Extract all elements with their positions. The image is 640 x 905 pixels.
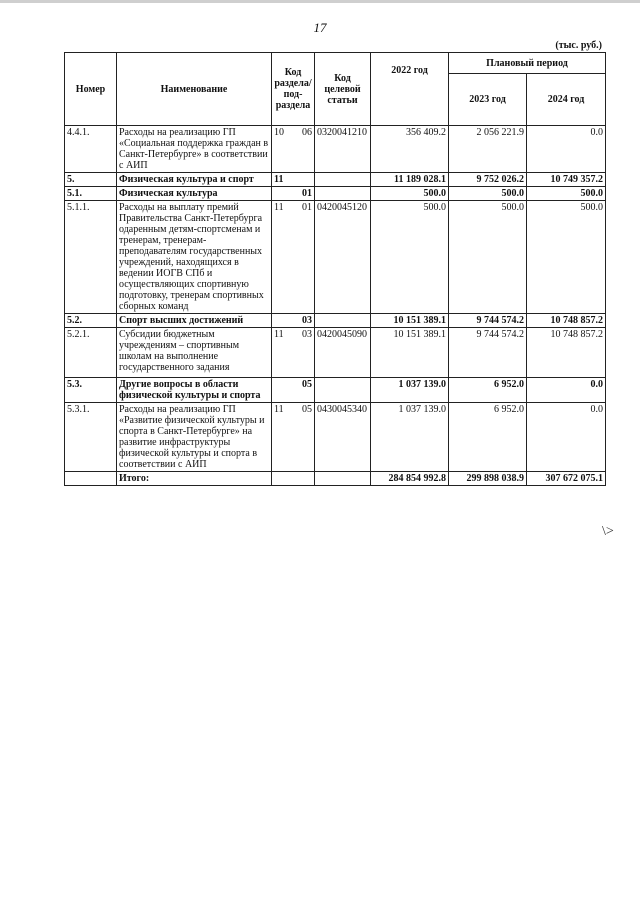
row-number: 5.2.1. xyxy=(65,328,117,378)
row-2024: 500.0 xyxy=(527,201,606,314)
row-2023: 9 752 026.2 xyxy=(449,173,527,187)
header-name: Наименование xyxy=(117,53,272,126)
row-target xyxy=(315,314,371,328)
row-name: Физическая культура и спорт xyxy=(117,173,272,187)
row-2024: 500.0 xyxy=(527,187,606,201)
row-number: 5.2. xyxy=(65,314,117,328)
row-number: 5.1.1. xyxy=(65,201,117,314)
header-2023: 2023 год xyxy=(449,74,527,126)
row-name: Спорт высших достижений xyxy=(117,314,272,328)
total-2022: 284 854 992.8 xyxy=(371,472,449,486)
row-2024: 0.0 xyxy=(527,378,606,403)
row-2024: 10 749 357.2 xyxy=(527,173,606,187)
row-2024: 10 748 857.2 xyxy=(527,314,606,328)
row-target xyxy=(315,378,371,403)
table-row xyxy=(65,187,606,201)
table-row xyxy=(65,403,606,472)
row-target: 0430045340 xyxy=(315,403,371,472)
row-name: Расходы на реализацию ГП «Социальная поддержка граждан в Санкт-Петербурге» в соответствии с АИП xyxy=(117,126,272,173)
row-2022: 11 189 028.1 xyxy=(371,173,449,187)
row-name: Физическая культура xyxy=(117,187,272,201)
row-2022: 10 151 389.1 xyxy=(371,328,449,378)
row-target: 0320041210 xyxy=(315,126,371,173)
row-target xyxy=(315,187,371,201)
table-row xyxy=(65,328,606,378)
row-2023: 9 744 574.2 xyxy=(449,314,527,328)
total-row xyxy=(65,472,606,486)
row-2023: 6 952.0 xyxy=(449,403,527,472)
row-number: 5.3. xyxy=(65,378,117,403)
total-number xyxy=(65,472,117,486)
row-number: 5.3.1. xyxy=(65,403,117,472)
row-2022: 500.0 xyxy=(371,201,449,314)
row-section: 03 xyxy=(272,314,315,328)
header-2024: 2024 год xyxy=(527,74,606,126)
row-section: 05 xyxy=(272,378,315,403)
header-target: Код целевой статьи xyxy=(315,53,371,126)
header-plan-period: Плановый период xyxy=(449,53,606,74)
header-number: Номер xyxy=(65,53,117,126)
row-name: Другие вопросы в области физической культуры и спорта xyxy=(117,378,272,403)
table-row xyxy=(65,173,606,187)
row-2023: 6 952.0 xyxy=(449,378,527,403)
row-section: 10 06 xyxy=(272,126,315,173)
row-2023: 500.0 xyxy=(449,201,527,314)
budget-table xyxy=(64,52,606,486)
row-2022: 1 037 139.0 xyxy=(371,403,449,472)
row-2024: 0.0 xyxy=(527,403,606,472)
total-2024: 307 672 075.1 xyxy=(527,472,606,486)
table-row xyxy=(65,378,606,403)
row-section: 11 01 xyxy=(272,201,315,314)
table-row xyxy=(65,201,606,314)
handwritten-mark: \> xyxy=(602,524,614,539)
row-2022: 356 409.2 xyxy=(371,126,449,173)
row-target: 0420045120 xyxy=(315,201,371,314)
row-section: 11 05 xyxy=(272,403,315,472)
row-2023: 2 056 221.9 xyxy=(449,126,527,173)
row-name: Субсидии бюджетным учреждениям – спортивным школам на выполнение государственного задания xyxy=(117,328,272,378)
page-number: 17 xyxy=(313,20,327,35)
header-section: Код раздела/ под-раздела xyxy=(272,53,315,126)
total-section xyxy=(272,472,315,486)
row-section: 11 xyxy=(272,173,315,187)
row-2022: 1 037 139.0 xyxy=(371,378,449,403)
row-2022: 500.0 xyxy=(371,187,449,201)
table-row xyxy=(65,126,606,173)
table-row xyxy=(65,314,606,328)
row-section: 11 03 xyxy=(272,328,315,378)
row-number: 4.4.1. xyxy=(65,126,117,173)
header-2022: 2022 год xyxy=(371,53,449,126)
row-number: 5.1. xyxy=(65,187,117,201)
total-2023: 299 898 038.9 xyxy=(449,472,527,486)
scan-edge xyxy=(0,0,640,3)
row-2024: 0.0 xyxy=(527,126,606,173)
row-name: Расходы на реализацию ГП «Развитие физической культуры и спорта в Санкт-Петербурге» на развитие инфраструктуры физической культуры и спорта в соответствии с АИП xyxy=(117,403,272,472)
row-2024: 10 748 857.2 xyxy=(527,328,606,378)
row-2022: 10 151 389.1 xyxy=(371,314,449,328)
row-number: 5. xyxy=(65,173,117,187)
row-section: 01 xyxy=(272,187,315,201)
row-2023: 500.0 xyxy=(449,187,527,201)
row-target xyxy=(315,173,371,187)
units-label: (тыс. руб.) xyxy=(555,40,602,51)
row-name: Расходы на выплату премий Правительства Санкт-Петербурга одаренным детям-спортсменам и тренерам, тренерам-преподавателям государственных учреждений, находящихся в ведении ИОГВ СПб и осуществляющих спортивную подготовку, тренерам спортивных сборных команд xyxy=(117,201,272,314)
row-2023: 9 744 574.2 xyxy=(449,328,527,378)
total-label: Итого: xyxy=(117,472,272,486)
row-target: 0420045090 xyxy=(315,328,371,378)
total-target xyxy=(315,472,371,486)
